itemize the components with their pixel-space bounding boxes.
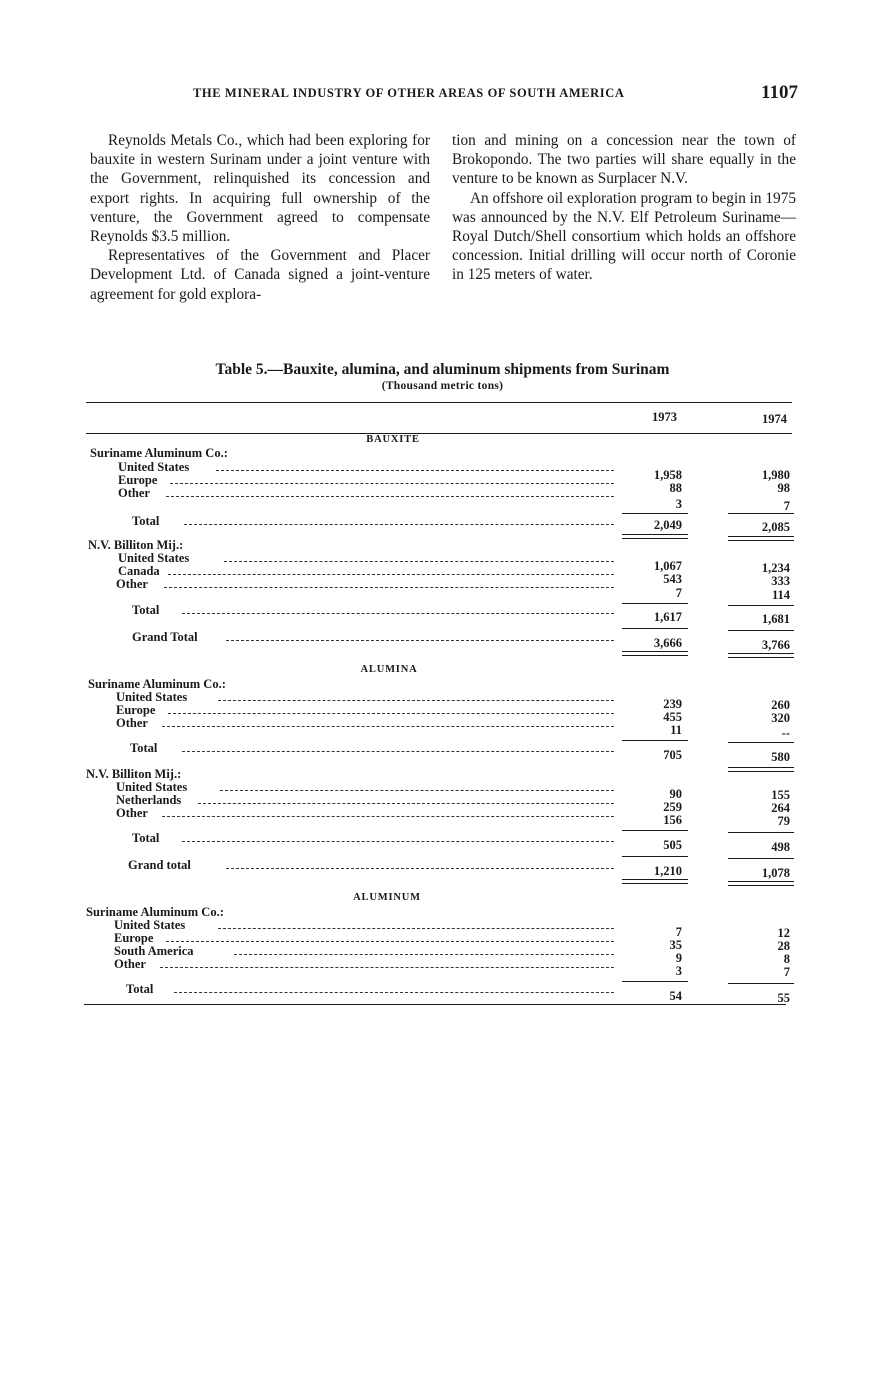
- table-row: Europe 239 260: [116, 697, 790, 717]
- table-row: United States: [86, 691, 792, 704]
- table-row: Other 455 320: [116, 710, 790, 730]
- section-alumina: ALUMINA: [360, 664, 418, 675]
- company-heading: Suriname Aluminum Co.:: [86, 447, 792, 460]
- table-bottom-rule: [84, 1004, 786, 1005]
- sum-rule: [622, 740, 688, 741]
- left-paragraph-1: Reynolds Metals Co., which had been exploring for bauxite in western Surinam under a joint venture with the Government, relinquished its concession and export rights. In acquiring full ownership of the venture, the Government agreed to compensate Reynolds $3.5 million.: [90, 132, 430, 246]
- table-row: Europe 1,958 1,980: [118, 468, 790, 487]
- table-units: (Thousand metric tons): [381, 380, 504, 392]
- table-row: United States: [86, 781, 792, 794]
- sum-rule: [622, 513, 688, 514]
- table-row: Other 9 8: [114, 951, 790, 971]
- sum-rule: [728, 513, 794, 514]
- right-paragraph-1: tion and mining on a concession near the town of Brokopondo. The two parties will share equally in the venture to be known as Surplacer N.V.: [452, 132, 796, 188]
- grand-total-row: Grand Total 3,666 3,766: [132, 630, 790, 652]
- total-row: Total 54 55: [126, 982, 790, 1005]
- right-column: [452, 131, 796, 285]
- left-paragraph-2: Representatives of the Government and Placer Development Ltd. of Canada signed a joint-venture agreement for gold explora-: [90, 247, 430, 303]
- sum-rule: [622, 830, 688, 831]
- total-row: Total 1,617 1,681: [132, 603, 790, 626]
- page-number: 1107: [761, 82, 798, 103]
- total-row: Total 705 580: [130, 741, 790, 764]
- left-column: [90, 131, 430, 304]
- company-heading: N.V. Billiton Mij.:: [86, 539, 792, 552]
- double-rule: [728, 881, 794, 886]
- table-row: Canada 1,067 1,234: [118, 559, 790, 578]
- section-bauxite: BAUXITE: [366, 434, 420, 445]
- company-heading: Suriname Aluminum Co.:: [86, 906, 792, 919]
- table-row-values: 7 114: [675, 586, 790, 602]
- sum-rule: [622, 981, 688, 982]
- shipments-table: [86, 398, 792, 1010]
- table-row-values: 3 7: [675, 964, 790, 979]
- double-rule: [728, 653, 794, 658]
- section-aluminum: ALUMINUM: [353, 892, 421, 903]
- table-row: Other 88 98: [118, 481, 790, 500]
- double-rule: [622, 651, 688, 656]
- total-row: Total 505 498: [132, 831, 790, 854]
- table-row: United States: [86, 461, 792, 474]
- table-row: United States: [86, 919, 792, 932]
- table-row: South America 35 28: [114, 938, 790, 958]
- table-row: Other 259 264: [116, 800, 790, 820]
- company-heading: Suriname Aluminum Co.:: [86, 678, 792, 691]
- table-top-rule: [86, 402, 792, 403]
- right-paragraph-2: An offshore oil exploration program to begin in 1975 was announced by the N.V. Elf Petroleum Suriname—Royal Dutch/Shell consortium which holds an offshore concession. Initial drilling will occur north of Coronie in 125 meters of water.: [452, 189, 796, 284]
- company-heading: N.V. Billiton Mij.:: [86, 768, 792, 781]
- sum-rule: [622, 628, 688, 629]
- double-rule: [622, 879, 688, 884]
- total-row: Total 2,049 2,085: [132, 514, 790, 534]
- running-header: [90, 82, 800, 106]
- table-row: United States: [86, 552, 792, 565]
- table-row: Europe 7 12: [114, 925, 790, 945]
- col-header-1973: 1973: [652, 410, 677, 424]
- table-row-values: 156 79: [663, 813, 790, 828]
- table-row: Other 543 333: [116, 572, 790, 591]
- table-row: Netherlands 90 155: [116, 787, 790, 807]
- grand-total-row: Grand total 1,210 1,078: [128, 858, 790, 880]
- table-title: Table 5.—Bauxite, alumina, and aluminum shipments from Surinam: [215, 361, 670, 378]
- table-row-values: 3 7: [675, 497, 790, 513]
- table-row-values: 11 --: [670, 723, 790, 740]
- col-header-1974: 1974: [762, 412, 787, 426]
- running-title: THE MINERAL INDUSTRY OF OTHER AREAS OF SOUTH AMERICA: [193, 86, 625, 100]
- sum-rule: [622, 856, 688, 857]
